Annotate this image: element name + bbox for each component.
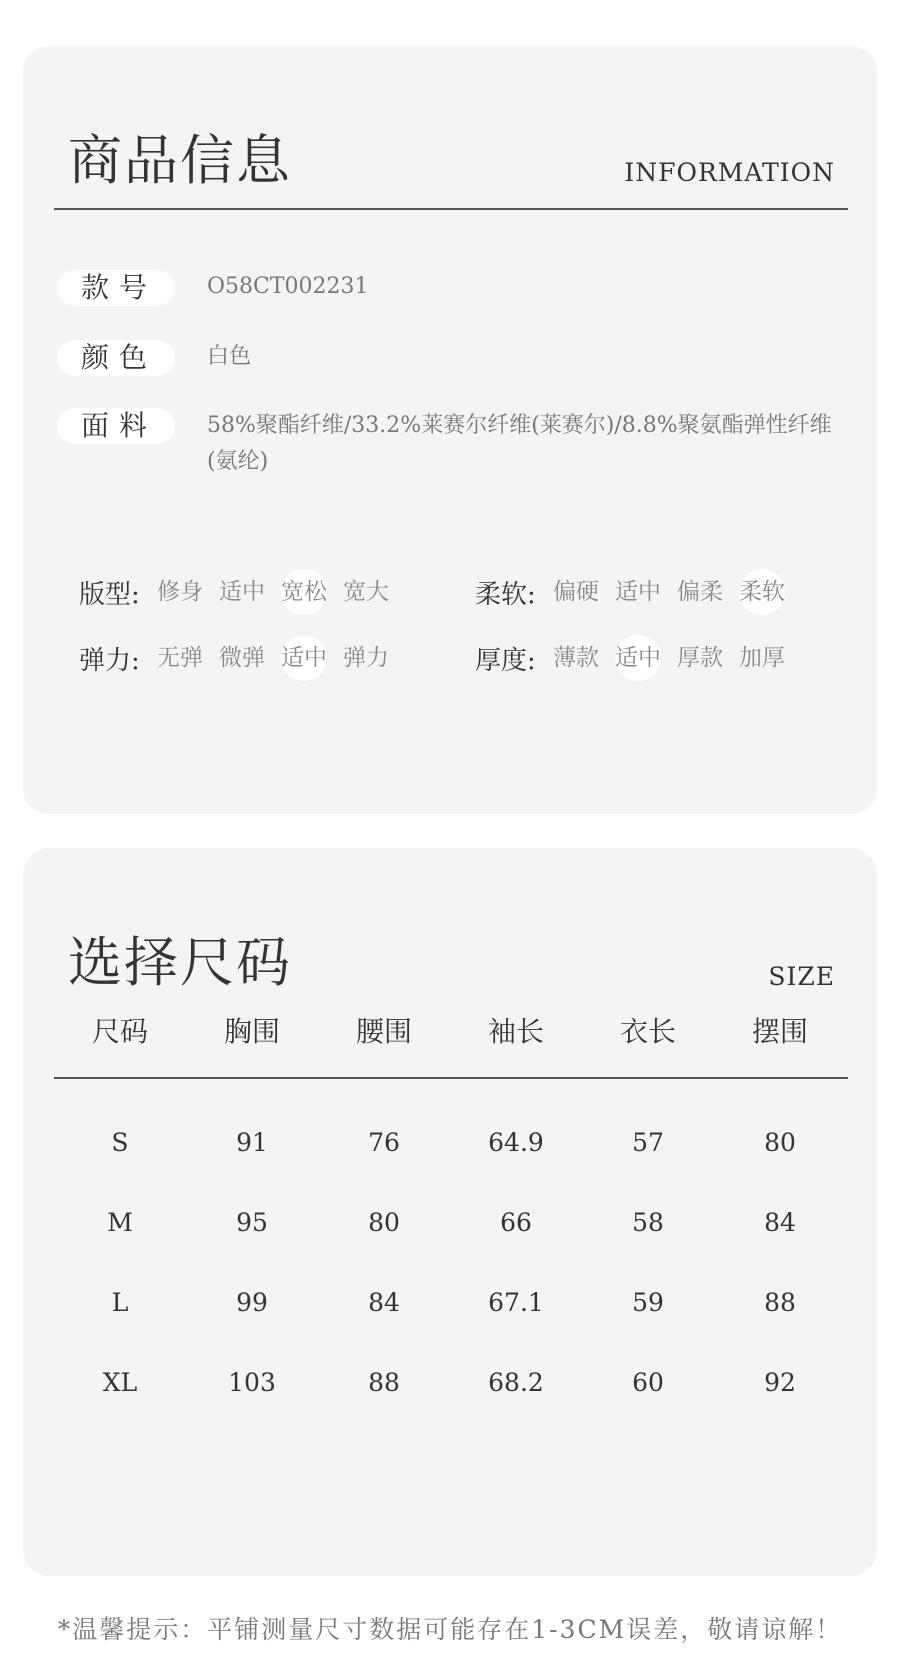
cell-waist: 76 [368, 1128, 400, 1157]
cell-hem: 88 [764, 1288, 796, 1317]
cell-size: M [107, 1208, 133, 1237]
fabric-label: 面料 [57, 408, 175, 444]
size-subtitle-en: SIZE [768, 962, 835, 991]
attribute-option-selected: 宽松 [281, 569, 327, 615]
header-waist: 腰围 [355, 1015, 412, 1048]
header-length: 衣长 [619, 1015, 676, 1048]
elasticity-label: 弹力: [79, 645, 140, 676]
header-size: 尺码 [91, 1015, 148, 1048]
attribute-option: 宽大 [343, 579, 389, 605]
cell-hem: 84 [764, 1208, 796, 1237]
cell-hem: 80 [764, 1128, 796, 1157]
header-hem: 摆围 [751, 1015, 808, 1048]
attribute-option: 加厚 [739, 645, 785, 671]
info-subtitle-en: INFORMATION [624, 158, 835, 187]
table-row [54, 1358, 848, 1408]
attribute-option: 修身 [157, 579, 203, 605]
thickness-label: 厚度: [475, 645, 536, 676]
cell-length: 57 [632, 1128, 664, 1157]
cell-size: L [111, 1288, 129, 1317]
attribute-option: 厚款 [677, 645, 723, 671]
cell-size: S [111, 1128, 129, 1157]
attribute-option: 弹力 [343, 645, 389, 671]
header-sleeve: 袖长 [487, 1015, 544, 1048]
softness-label: 柔软: [475, 579, 536, 610]
cell-waist: 88 [368, 1368, 400, 1397]
elasticity-attribute [79, 638, 405, 678]
attribute-option: 适中 [615, 579, 661, 605]
fabric-value: 58%聚酯纤维/33.2%莱赛尔纤维(莱赛尔)/8.8%聚氨酯弹性纤维(氨纶) [207, 413, 832, 474]
cell-sleeve: 66 [500, 1208, 532, 1237]
attribute-option-selected: 适中 [281, 635, 327, 681]
attribute-option: 偏硬 [553, 579, 599, 605]
cell-length: 58 [632, 1208, 664, 1237]
attribute-option: 微弹 [219, 645, 265, 671]
attribute-option-selected: 适中 [615, 635, 661, 681]
size-table-header [54, 1002, 848, 1062]
attribute-option: 适中 [219, 579, 265, 605]
cell-hem: 92 [764, 1368, 796, 1397]
size-divider [54, 1077, 848, 1079]
attribute-option-selected: 柔软 [739, 569, 785, 615]
table-row [54, 1118, 848, 1168]
style-number-label: 款号 [57, 270, 175, 306]
cell-sleeve: 68.2 [488, 1368, 544, 1397]
cell-size: XL [102, 1368, 138, 1397]
table-row [54, 1198, 848, 1248]
thickness-attribute [475, 638, 801, 678]
cell-waist: 80 [368, 1208, 400, 1237]
size-chart-card [23, 848, 877, 1576]
color-label: 颜色 [57, 340, 175, 376]
color-value: 白色 [207, 344, 252, 369]
cell-length: 59 [632, 1288, 664, 1317]
attribute-option: 无弹 [157, 645, 203, 671]
measurement-note: *温馨提示：平铺测量尺寸数据可能存在1-3CM误差，敬请谅解！ [57, 1615, 843, 1644]
cell-chest: 95 [236, 1208, 268, 1237]
style-number-value: O58CT002231 [207, 274, 369, 299]
info-title: 商品信息 [68, 129, 292, 192]
cell-chest: 99 [236, 1288, 268, 1317]
cell-chest: 91 [236, 1128, 268, 1157]
cell-length: 60 [632, 1368, 664, 1397]
attribute-option: 薄款 [553, 645, 599, 671]
cell-waist: 84 [368, 1288, 400, 1317]
fit-label: 版型: [79, 579, 140, 610]
table-row [54, 1278, 848, 1328]
cell-sleeve: 64.9 [488, 1128, 544, 1157]
size-title: 选择尺码 [68, 931, 292, 994]
product-info-card [23, 46, 877, 814]
info-divider [54, 208, 848, 210]
fit-attribute [79, 572, 405, 612]
header-chest: 胸围 [223, 1015, 280, 1048]
cell-sleeve: 67.1 [488, 1288, 544, 1317]
softness-attribute [475, 572, 801, 612]
cell-chest: 103 [228, 1368, 276, 1397]
attribute-option: 偏柔 [677, 579, 723, 605]
